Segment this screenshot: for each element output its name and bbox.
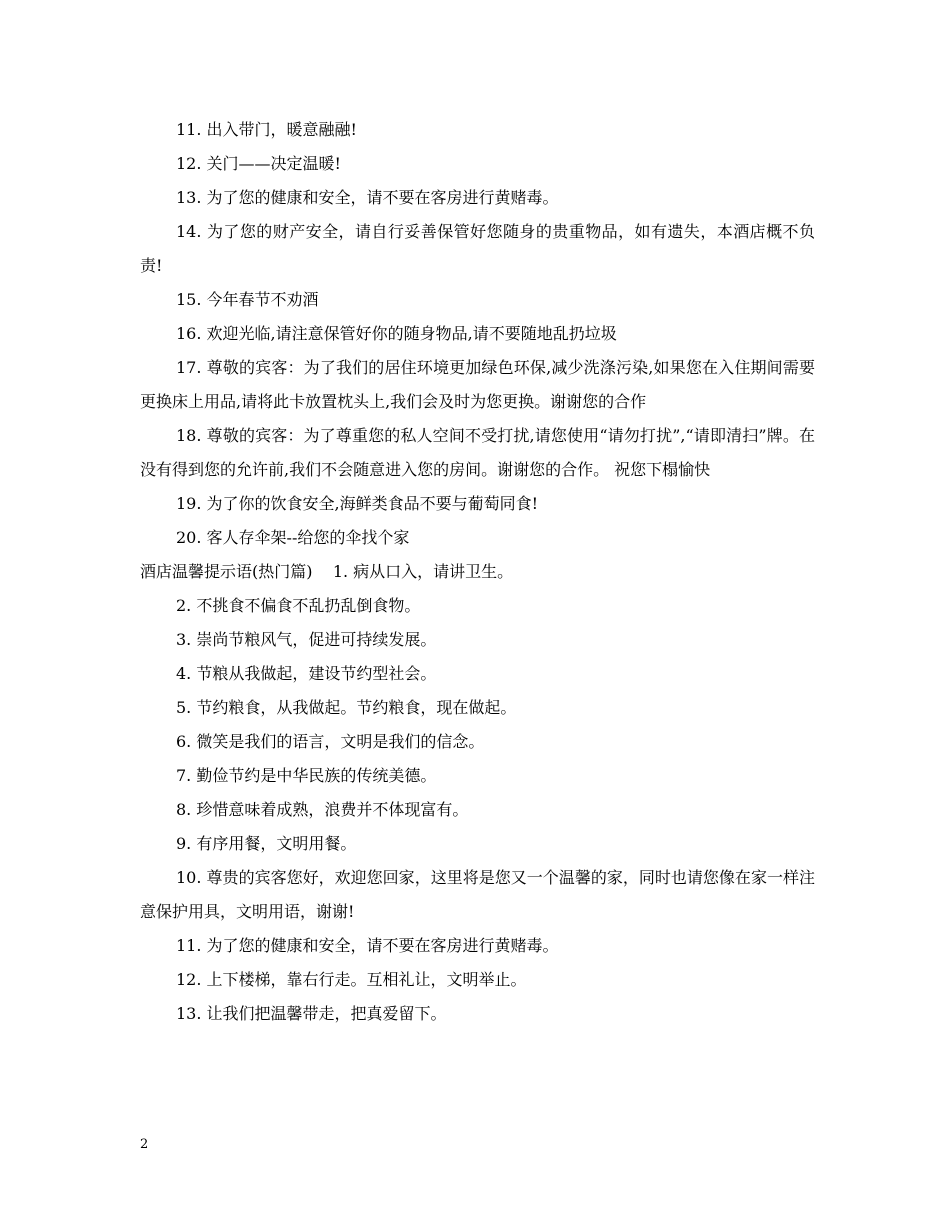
document-body	[140, 113, 815, 1031]
section-heading-line: 酒店温馨提示语(热门篇) 1. 病从口入，请讲卫生。	[140, 562, 514, 581]
list-item: 8. 珍惜意味着成熟，浪费并不体现富有。	[176, 800, 469, 819]
list-item: 5. 节约粮食，从我做起。节约粮食，现在做起。	[176, 698, 517, 717]
list-item: 12. 上下楼梯，靠右行走。互相礼让，文明举止。	[176, 970, 527, 989]
list-item: 4. 节粮从我做起，建设节约型社会。	[176, 664, 437, 683]
list-item: 13. 为了您的健康和安全，请不要在客房进行黄赌毒。	[176, 188, 559, 207]
list-item: 18. 尊敬的宾客：为了尊重您的私人空间不受打扰,请您使用“请勿打扰”,“请即清扫”牌。在没有得到您的允许前,我们不会随意进入您的房间。谢谢您的合作。 祝您下榻愉快	[140, 426, 815, 479]
page-number: 2	[140, 1137, 149, 1152]
list-item: 19. 为了你的饮食安全,海鲜类食品不要与葡萄同食!	[176, 494, 539, 513]
list-item: 11. 出入带门，暖意融融!	[176, 120, 357, 139]
list-item: 15. 今年春节不劝酒	[176, 290, 319, 309]
list-item: 14. 为了您的财产安全，请自行妥善保管好您随身的贵重物品，如有遗失，本酒店概不负责!	[140, 222, 815, 275]
list-item: 3. 崇尚节粮风气，促进可持续发展。	[176, 630, 437, 649]
list-item: 12. 关门——决定温暖!	[176, 154, 341, 173]
list-item: 7. 勤俭节约是中华民族的传统美德。	[176, 766, 437, 785]
list-item: 9. 有序用餐，文明用餐。	[176, 834, 357, 853]
list-item: 6. 微笑是我们的语言，文明是我们的信念。	[176, 732, 485, 751]
list-item: 16. 欢迎光临,请注意保管好你的随身物品,请不要随地乱扔垃圾	[176, 324, 617, 343]
list-item: 2. 不挑食不偏食不乱扔乱倒食物。	[176, 596, 421, 615]
list-item: 11. 为了您的健康和安全，请不要在客房进行黄赌毒。	[176, 936, 559, 955]
list-item: 20. 客人存伞架--给您的伞找个家	[176, 528, 410, 547]
list-item: 13. 让我们把温馨带走，把真爱留下。	[176, 1004, 447, 1023]
list-item: 10. 尊贵的宾客您好，欢迎您回家，这里将是您又一个温馨的家，同时也请您像在家一样注意保护用具，文明用语，谢谢!	[140, 868, 815, 921]
list-item: 17. 尊敬的宾客：为了我们的居住环境更加绿色环保,减少洗涤污染,如果您在入住期间需要更换床上用品,请将此卡放置枕头上,我们会及时为您更换。谢谢您的合作	[140, 358, 815, 411]
